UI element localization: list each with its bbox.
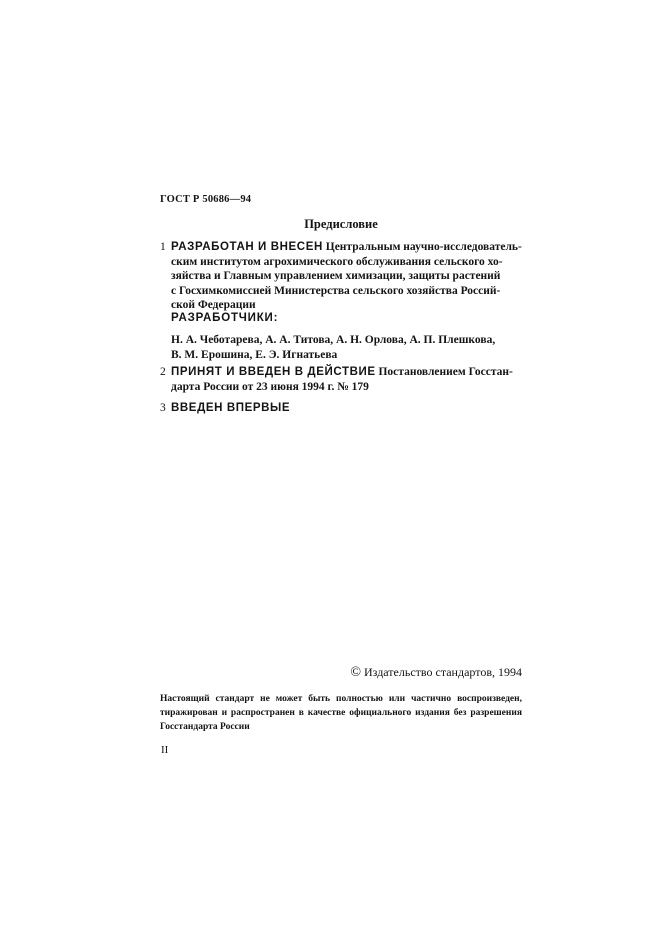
reproduction-notice: Настоящий стандарт не может быть полностью или частично воспроизведен, тиражирован и распространен в качестве официального издания без разрешения Госстандарта России <box>160 694 522 732</box>
item-2-caps: ПРИНЯТ И ВВЕДЕН В ДЕЙСТВИЕ <box>171 366 376 378</box>
copyright-text: Издательство стандартов, 1994 <box>364 665 522 679</box>
item-2-line-1 <box>160 365 522 380</box>
item-3-caps: ВВЕДЕН ВПЕРВЫЕ <box>171 402 291 414</box>
copyright <box>320 665 522 681</box>
developers-line-1: Н. А. Чеботарева, А. А. Титова, А. Н. Орлова, А. П. Плешкова, <box>171 334 496 346</box>
item-1-caps: РАЗРАБОТАН И ВНЕСЕН <box>171 241 323 253</box>
item-2-line-2: дарта России от 23 июня 1994 г. № 179 <box>171 380 369 393</box>
page-number: II <box>161 744 169 756</box>
item-1-number: 1 <box>160 241 166 253</box>
item-3-number: 3 <box>160 402 166 414</box>
item-1-line-4: с Госхимкомиссией Министерства сельского хозяйства Россий- <box>171 284 501 297</box>
item-1-line-5: ской Федерации <box>171 299 256 312</box>
developers-line-2: В. М. Ерошина, Е. Э. Игнатьева <box>171 348 338 361</box>
item-2-number: 2 <box>160 366 166 378</box>
page-title: Предисловие <box>304 217 378 231</box>
gost-code: ГОСТ Р 50686—94 <box>160 194 252 205</box>
item-1-line-1 <box>160 240 522 255</box>
developers-names <box>171 333 522 362</box>
preface-item-1 <box>160 240 522 313</box>
item-1-line-2: ским институтом агрохимического обслуживания сельского хо- <box>171 255 503 268</box>
preface-item-3 <box>160 401 522 416</box>
item-3-line-1 <box>160 401 522 416</box>
developers-heading: РАЗРАБОТЧИКИ: <box>171 312 279 324</box>
copyright-icon: © <box>350 665 361 680</box>
item-1-text: Центральным научно-исследователь- <box>325 241 522 253</box>
item-1-line-3: зяйства и Главным управлением химизации, защиты растений <box>171 270 501 283</box>
item-2-text: Постановлением Госстан- <box>378 366 513 378</box>
preface-item-2 <box>160 365 522 394</box>
